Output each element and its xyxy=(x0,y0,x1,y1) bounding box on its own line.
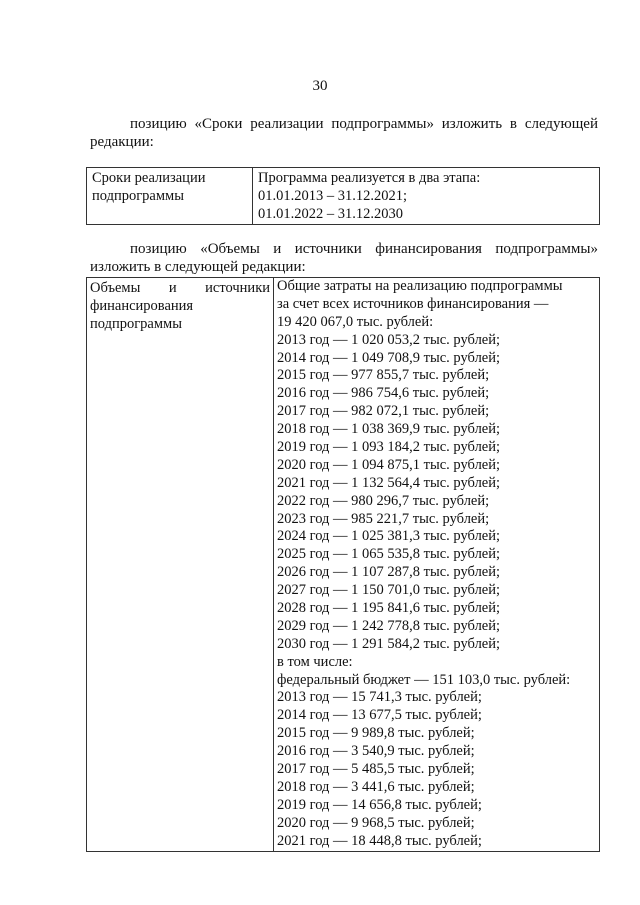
paragraph-terms-intro xyxy=(90,115,598,151)
funding-label-line: Объемы и источники xyxy=(90,280,270,296)
paragraph-line: редакции: xyxy=(90,134,154,150)
funding-line: 2021 год — 18 448,8 тыс. рублей; xyxy=(277,832,482,849)
funding-line: 2030 год — 1 291 584,2 тыс. рублей; xyxy=(277,635,501,652)
funding-line: 2028 год — 1 195 841,6 тыс. рублей; xyxy=(277,600,501,617)
paragraph-line: позицию «Объемы и источники финансирования подпрограммы» xyxy=(130,241,598,257)
funding-line: 2022 год — 980 296,7 тыс. рублей; xyxy=(277,492,490,509)
funding-line: 2029 год — 1 242 778,8 тыс. рублей; xyxy=(277,617,501,634)
funding-line: 2013 год — 1 020 053,2 тыс. рублей; xyxy=(277,331,501,348)
page-number: 30 xyxy=(312,78,328,94)
terms-value-line: 01.01.2013 – 31.12.2021; xyxy=(258,188,408,204)
funding-line: 2019 год — 1 093 184,2 тыс. рублей; xyxy=(277,439,501,456)
funding-line: за счет всех источников финансирования — xyxy=(277,295,549,312)
terms-value-line: Программа реализуется в два этапа: xyxy=(258,170,481,186)
funding-line: 2013 год — 15 741,3 тыс. рублей; xyxy=(277,689,482,706)
funding-line: 2027 год — 1 150 701,0 тыс. рублей; xyxy=(277,582,501,599)
funding-line: 2014 год — 1 049 708,9 тыс. рублей; xyxy=(277,349,501,366)
funding-line: 19 420 067,0 тыс. рублей: xyxy=(277,313,434,330)
paragraph-line: позицию «Сроки реализации подпрограммы» изложить в следующей xyxy=(130,116,598,132)
funding-line: 2018 год — 1 038 369,9 тыс. рублей; xyxy=(277,421,501,438)
funding-line: 2020 год — 1 094 875,1 тыс. рублей; xyxy=(277,456,501,473)
terms-label-line: подпрограммы xyxy=(92,188,184,204)
terms-label-line: Сроки реализации xyxy=(92,170,206,186)
terms-value-cell xyxy=(253,168,600,225)
funding-line: 2016 год — 986 754,6 тыс. рублей; xyxy=(277,385,490,402)
funding-line: федеральный бюджет — 151 103,0 тыс. рублей: xyxy=(277,671,571,688)
funding-line: 2019 год — 14 656,8 тыс. рублей; xyxy=(277,796,482,813)
funding-line: 2014 год — 13 677,5 тыс. рублей; xyxy=(277,707,482,724)
funding-table xyxy=(86,277,600,852)
funding-line: 2021 год — 1 132 564,4 тыс. рублей; xyxy=(277,474,501,491)
funding-line: 2015 год — 9 989,8 тыс. рублей; xyxy=(277,725,475,742)
funding-line: Общие затраты на реализацию подпрограммы xyxy=(277,278,563,294)
funding-line: 2025 год — 1 065 535,8 тыс. рублей; xyxy=(277,546,501,563)
funding-label-line: финансирования xyxy=(90,298,194,314)
funding-value-cell xyxy=(274,278,600,852)
funding-line: в том числе: xyxy=(277,653,353,670)
funding-line: 2023 год — 985 221,7 тыс. рублей; xyxy=(277,510,490,527)
funding-label-cell xyxy=(87,278,274,852)
funding-line: 2026 год — 1 107 287,8 тыс. рублей; xyxy=(277,564,501,581)
terms-table xyxy=(86,167,600,225)
funding-line: 2024 год — 1 025 381,3 тыс. рублей; xyxy=(277,528,501,545)
funding-line: 2016 год — 3 540,9 тыс. рублей; xyxy=(277,743,475,760)
funding-line: 2018 год — 3 441,6 тыс. рублей; xyxy=(277,778,475,795)
funding-line: 2017 год — 982 072,1 тыс. рублей; xyxy=(277,403,490,420)
funding-label-line: подпрограммы xyxy=(90,316,182,332)
funding-line: 2020 год — 9 968,5 тыс. рублей; xyxy=(277,814,475,831)
terms-value-line: 01.01.2022 – 31.12.2030 xyxy=(258,206,403,222)
terms-label-cell xyxy=(87,168,253,225)
funding-line: 2017 год — 5 485,5 тыс. рублей; xyxy=(277,761,475,778)
paragraph-line: изложить в следующей редакции: xyxy=(90,259,306,275)
funding-line: 2015 год — 977 855,7 тыс. рублей; xyxy=(277,367,490,384)
paragraph-funding-intro xyxy=(90,240,598,276)
